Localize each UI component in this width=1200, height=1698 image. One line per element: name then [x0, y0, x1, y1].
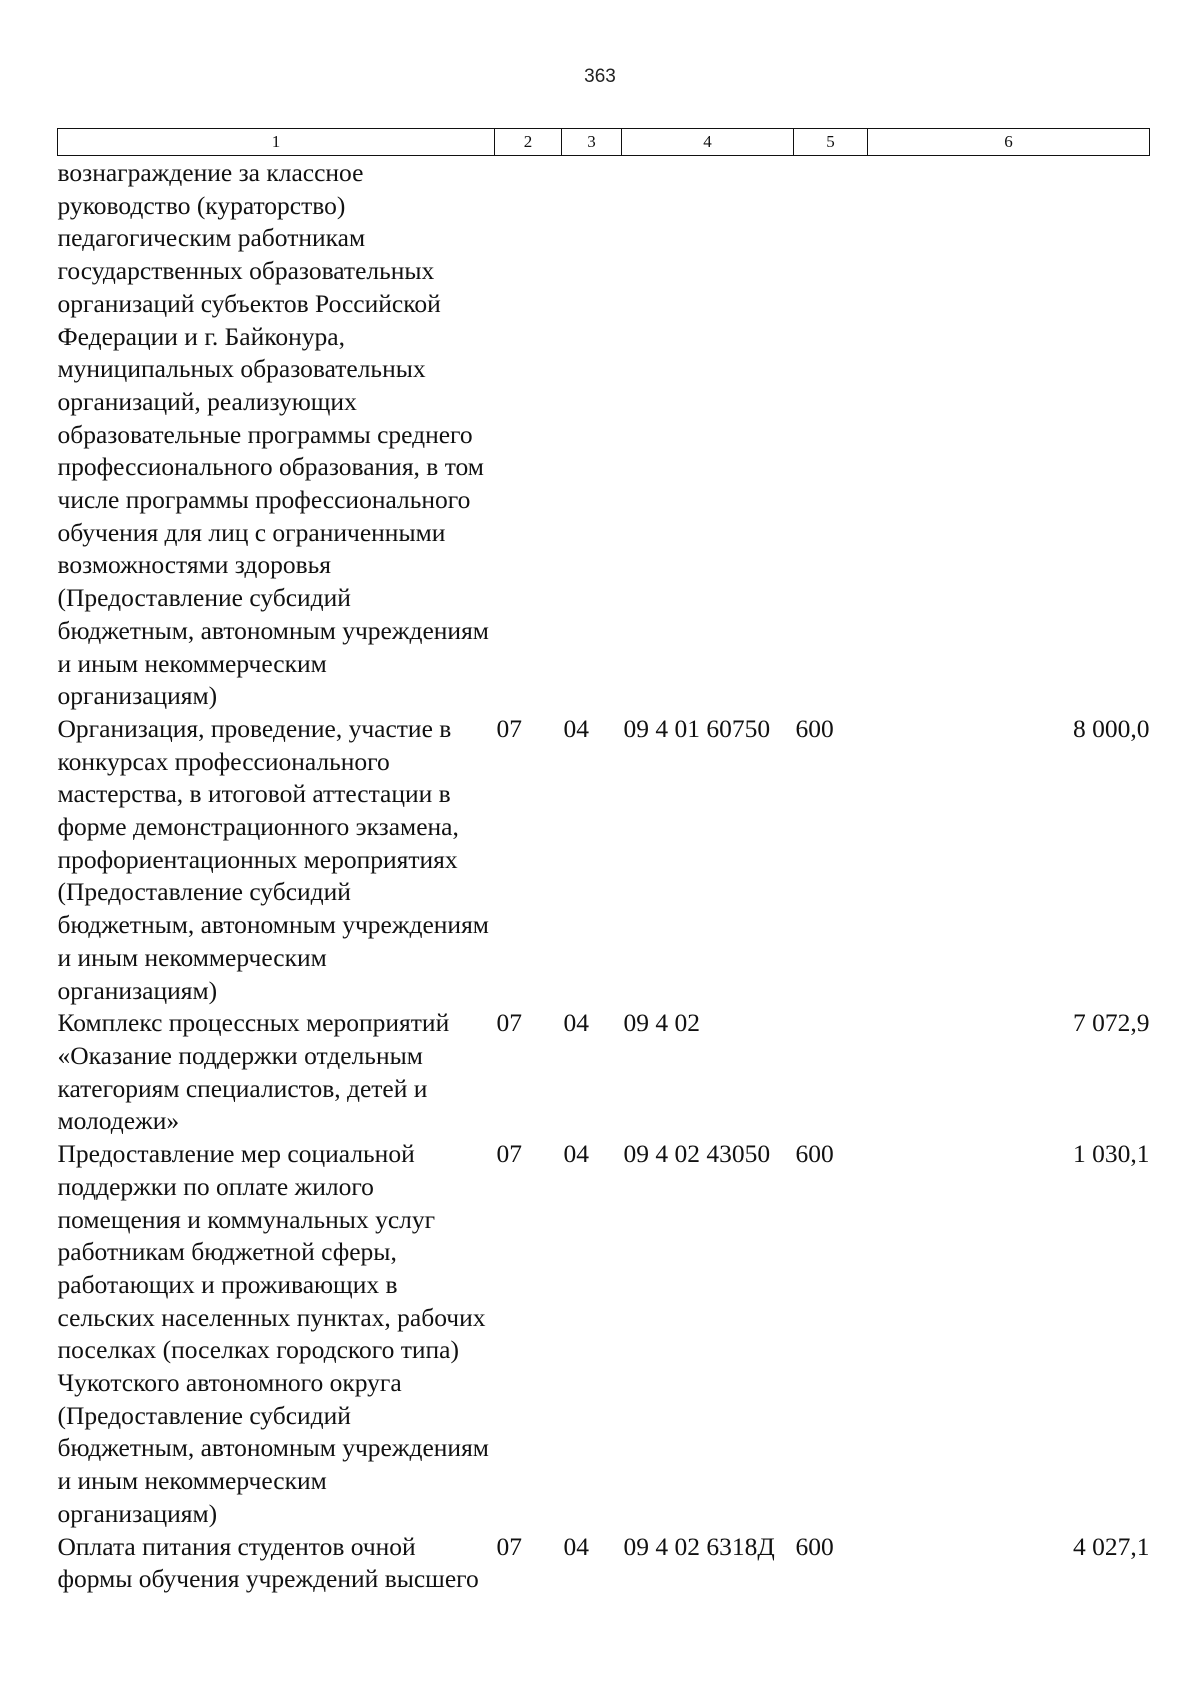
section-code: 07: [496, 1531, 522, 1561]
expense-name: Организация, проведение, участие в конкурсах профессионального мастерства, в итоговой аттестации в форме демонстрационного экзамена, профориентационных мероприятиях (Предоставление субсидий бюджетным, автономным учреждениям и иным некоммерческим организациям): [57, 713, 489, 1005]
target-article-code: [622, 156, 794, 713]
target-article-code: 09 4 02 43050: [623, 1139, 771, 1169]
section-code: 07: [496, 1008, 522, 1038]
target-article-code: 09 4 02: [623, 1008, 700, 1038]
column-number-header-row: [58, 129, 1150, 156]
target-article-code: 09 4 01 60750: [623, 713, 771, 743]
table-row: [58, 1007, 1150, 1138]
amount: 8 000,0: [1073, 713, 1150, 743]
table-row: [58, 1531, 1150, 1596]
budget-table: [57, 128, 1150, 1596]
page-number: 363: [584, 66, 616, 87]
section-code: [495, 156, 562, 713]
expense-type-code: [794, 156, 868, 713]
subsection-code: 04: [563, 1008, 589, 1038]
section-code: 07: [496, 1139, 522, 1169]
amount: 7 072,9: [1073, 1008, 1150, 1038]
target-article-code: 09 4 02 6318Д: [623, 1531, 775, 1561]
expense-name: Предоставление мер социальной поддержки по оплате жилого помещения и коммунальных услуг работникам бюджетной сферы, работающих и проживающих в сельских населенных пунктах, рабочих поселках (поселках городского типа) Чукотского автономного округа (Предоставление субсидий бюджетным, автономным учреждениям и иным некоммерческим организациям): [57, 1139, 489, 1528]
expense-type-code: 600: [795, 1531, 834, 1561]
table-row: [58, 156, 1150, 713]
table-row: [58, 713, 1150, 1007]
expense-name: вознаграждение за классное руководство (кураторство) педагогическим работникам государственных образовательных организаций субъектов Российской Федерации и г. Байконура, муниципальных образовательных организаций, реализующих образовательные программы среднего профессионального образования, в том числе программы профессионального обучения для лиц с ограниченными возможностями здоровья (Предоставление субсидий бюджетным, автономным учреждениям и иным некоммерческим организациям): [57, 158, 489, 711]
expense-type-code: 600: [795, 713, 834, 743]
table-row: [58, 1138, 1150, 1530]
column-number-2: 2: [495, 129, 562, 156]
expense-type-code: 600: [795, 1139, 834, 1169]
column-number-4: 4: [622, 129, 794, 156]
column-number-3: 3: [562, 129, 622, 156]
amount: 1 030,1: [1073, 1139, 1150, 1169]
subsection-code: 04: [563, 1139, 589, 1169]
subsection-code: 04: [563, 1531, 589, 1561]
expense-name: Оплата питания студентов очной формы обучения учреждений высшего: [57, 1531, 479, 1594]
column-number-1: 1: [58, 129, 495, 156]
subsection-code: 04: [563, 713, 589, 743]
section-code: 07: [496, 713, 522, 743]
expense-type-code: [794, 1007, 868, 1138]
column-number-5: 5: [794, 129, 868, 156]
subsection-code: [562, 156, 622, 713]
expense-name: Комплекс процессных мероприятий «Оказание поддержки отдельным категориям специалистов, детей и молодежи»: [57, 1008, 450, 1136]
amount: [868, 156, 1150, 713]
amount: 4 027,1: [1073, 1531, 1150, 1561]
column-number-6: 6: [868, 129, 1150, 156]
